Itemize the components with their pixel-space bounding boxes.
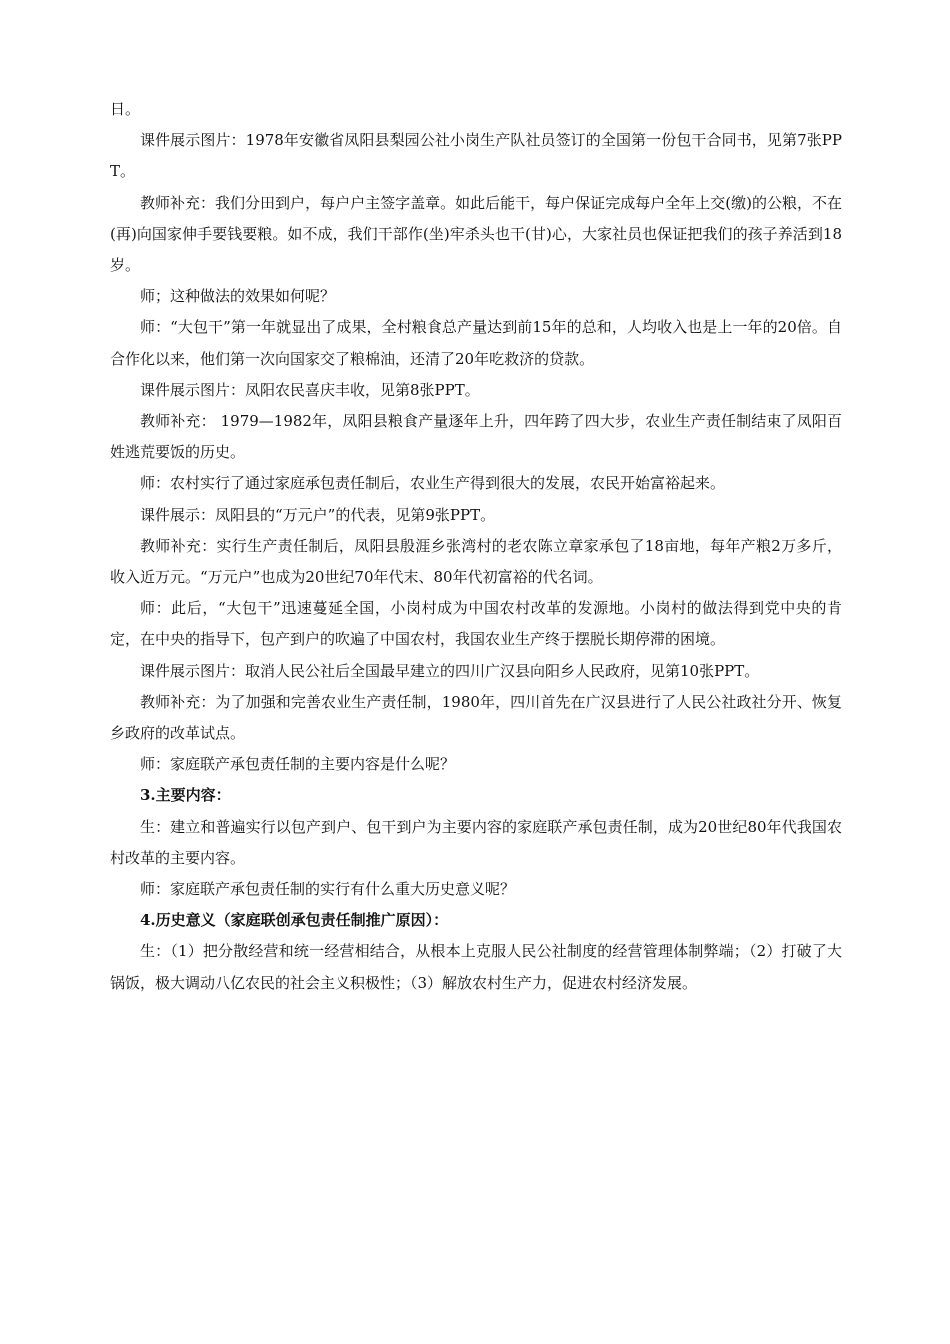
paragraph-courseware-contract: 课件展示图片：1978年安徽省凤阳县梨园公社小岗生产队社员签订的全国第一份包干合同书，见第7张PPT。 <box>110 131 842 181</box>
paragraph-teacher-prosperity: 师：农村实行了通过家庭承包责任制后，农业生产得到很大的发展，农民开始富裕起来。 <box>140 474 726 493</box>
paragraph-teacher-contract-text: 教师补充：我们分田到户，每户户主签字盖章。如此后能干，每户保证完成每户全年上交(缴)的公粮，不在(再)向国家伸手要钱要粮。如不成，我们干部作(坐)牢杀头也干(甘)心，大家社员也保证把我们的孩子养活到18岁。 <box>110 193 842 275</box>
paragraph-teacher-question-effect: 师；这种做法的效果如何呢？ <box>140 287 336 306</box>
paragraph-teacher-chen-lizhang: 教师补充：实行生产责任制后，凤阳县殷涯乡张湾村的老农陈立章家承包了18亩地，每年产粮2万多斤，收入近万元。“万元户”也成为20世纪70年代末、80年代初富裕的代名词。 <box>110 536 842 587</box>
section-heading-main-content: 3.主要内容： <box>140 786 231 805</box>
paragraph-courseware-wanyuanhu: 课件展示：凤阳县的“万元户”的代表，见第9张PPT。 <box>140 505 496 524</box>
paragraph-teacher-question-significance: 师：家庭联产承包责任制的实行有什么重大历史意义呢？ <box>140 880 516 899</box>
paragraph-teacher-results: 师：“大包干”第一年就显出了成果，全村粮食总产量达到前15年的总和，人均收入也是上一年的20倍。自合作化以来，他们第一次向国家交了粮棉油，还清了20年吃救济的贷款。 <box>110 318 842 368</box>
paragraph-student-significance: 生：（1）把分散经营和统一经营相结合，从根本上克服人民公社制度的经营管理体制弊端；（2）打破了大锅饭，极大调动八亿农民的社会主义积极性；（3）解放农村生产力，促进农村经济发展。 <box>110 942 842 992</box>
paragraph-teacher-grain-output: 教师补充： 1979—1982年，凤阳县粮食产量逐年上升，四年跨了四大步，农业生产责任制结束了凤阳百姓逃荒要饭的历史。 <box>110 412 842 462</box>
paragraph-courseware-xiangyang: 课件展示图片：取消人民公社后全国最早建立的四川广汉县向阳乡人民政府，见第10张PPT。 <box>140 661 760 680</box>
paragraph-teacher-guanghan: 教师补充：为了加强和完善农业生产责任制，1980年，四川首先在广汉县进行了人民公社政社分开、恢复乡政府的改革试点。 <box>110 692 842 743</box>
section-heading-historical-significance: 4.历史意义（家庭联创承包责任制推广原因）： <box>140 911 449 930</box>
paragraph-teacher-spread: 师：此后，“大包干”迅速蔓延全国，小岗村成为中国农村改革的发源地。小岗村的做法得到党中央的肯定，在中央的指导下，包产到户的吹遍了中国农村，我国农业生产终于摆脱长期停滞的困境。 <box>110 599 842 649</box>
paragraph-continuation: 日。 <box>110 100 141 118</box>
paragraph-courseware-harvest: 课件展示图片：凤阳农民喜庆丰收，见第8张PPT。 <box>140 380 480 399</box>
document-body <box>110 94 842 999</box>
paragraph-student-main-content: 生：建立和普遍实行以包产到户、包干到户为主要内容的家庭联产承包责任制，成为20世纪80年代我国农村改革的主要内容。 <box>110 817 842 867</box>
paragraph-teacher-question-content: 师：家庭联产承包责任制的主要内容是什么呢？ <box>140 755 456 774</box>
